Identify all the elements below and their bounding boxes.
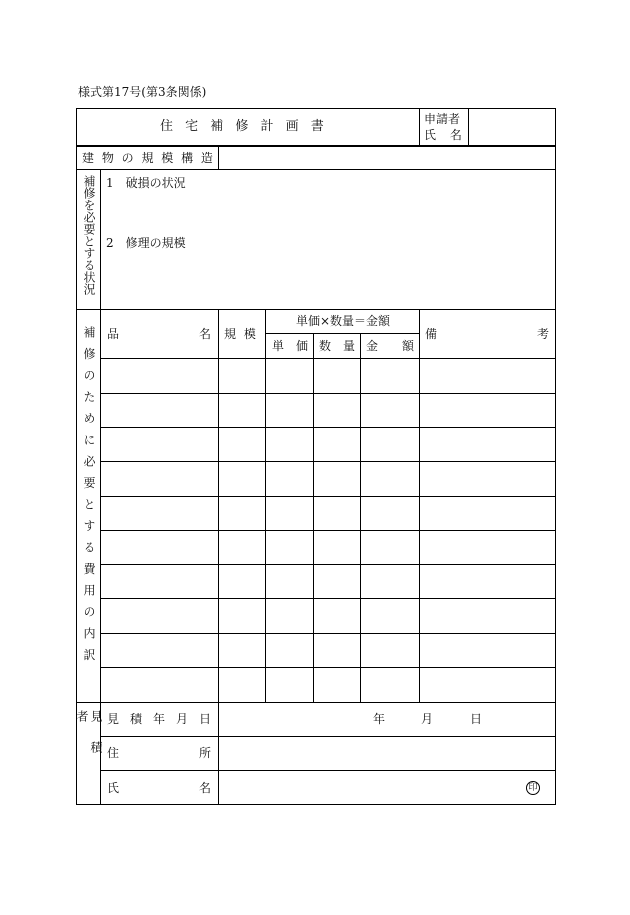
- cell-item-name[interactable]: [101, 634, 218, 667]
- estimator-side-label-text: 見積者: [75, 710, 103, 772]
- cell-remarks[interactable]: [420, 531, 555, 564]
- seal-mark: 印: [526, 781, 540, 795]
- cell-scale[interactable]: [219, 359, 265, 393]
- header-unit-price: [272, 339, 308, 353]
- cell-remarks[interactable]: [420, 462, 555, 496]
- cell-quantity[interactable]: [314, 668, 360, 702]
- header-item-name: [107, 327, 211, 341]
- estimate-date-label-2: 積: [129, 712, 142, 726]
- cell-unit-price[interactable]: [266, 497, 313, 530]
- header-price-formula: 単価×数量＝金額: [296, 314, 391, 328]
- necessity-side-label-text: 補修を必要とする状況: [82, 175, 96, 295]
- cell-remarks[interactable]: [420, 668, 555, 702]
- cell-item-name[interactable]: [101, 394, 218, 427]
- form-number: 様式第17号(第3条関係): [78, 85, 207, 99]
- cell-quantity[interactable]: [314, 359, 360, 393]
- cell-item-name[interactable]: [101, 668, 218, 702]
- header-item-name-1: 品: [107, 327, 120, 341]
- header-item-name-2: 名: [198, 327, 211, 341]
- cell-remarks[interactable]: [420, 634, 555, 667]
- cell-item-name[interactable]: [101, 497, 218, 530]
- cell-unit-price[interactable]: [266, 531, 313, 564]
- cell-scale[interactable]: [219, 428, 265, 461]
- header-unit-price-1: 単: [272, 339, 285, 353]
- cell-item-name[interactable]: [101, 531, 218, 564]
- cell-item-name[interactable]: [101, 428, 218, 461]
- cell-remarks[interactable]: [420, 359, 555, 393]
- header-quantity-2: 量: [342, 339, 355, 353]
- cell-amount[interactable]: [361, 599, 419, 633]
- cost-side-label: [82, 326, 96, 686]
- applicant-name-label: 氏 名: [424, 128, 462, 142]
- cell-remarks[interactable]: [420, 599, 555, 633]
- estimator-address-label: [107, 746, 211, 760]
- cell-scale[interactable]: [219, 634, 265, 667]
- cell-unit-price[interactable]: [266, 428, 313, 461]
- estimator-address-label-2: 所: [198, 746, 211, 760]
- necessity-side-label: [82, 175, 96, 295]
- estimator-name-label-1: 氏: [107, 781, 120, 795]
- cell-amount[interactable]: [361, 634, 419, 667]
- cell-item-name[interactable]: [101, 565, 218, 598]
- header-remarks-2: 考: [536, 327, 549, 341]
- repair-scale-label: 2 修理の規模: [106, 236, 186, 250]
- cell-remarks[interactable]: [420, 394, 555, 427]
- header-quantity-1: 数: [319, 339, 332, 353]
- cell-amount[interactable]: [361, 668, 419, 702]
- cell-unit-price[interactable]: [266, 565, 313, 598]
- header-amount-2: 額: [401, 339, 414, 353]
- cell-amount[interactable]: [361, 359, 419, 393]
- cell-amount[interactable]: [361, 565, 419, 598]
- cell-remarks[interactable]: [420, 497, 555, 530]
- cell-quantity[interactable]: [314, 394, 360, 427]
- header-quantity: [319, 339, 355, 353]
- cell-amount[interactable]: [361, 462, 419, 496]
- cell-item-name[interactable]: [101, 599, 218, 633]
- estimate-date-label-5: 日: [198, 712, 211, 726]
- estimate-date-field[interactable]: [219, 703, 555, 736]
- cell-quantity[interactable]: [314, 428, 360, 461]
- cell-unit-price[interactable]: [266, 359, 313, 393]
- cell-quantity[interactable]: [314, 634, 360, 667]
- estimator-address-label-1: 住: [107, 746, 120, 760]
- header-amount-1: 金: [366, 339, 379, 353]
- cell-amount[interactable]: [361, 531, 419, 564]
- cell-amount[interactable]: [361, 394, 419, 427]
- cell-unit-price[interactable]: [266, 462, 313, 496]
- cell-quantity[interactable]: [314, 531, 360, 564]
- cell-quantity[interactable]: [314, 599, 360, 633]
- estimator-name-label-2: 名: [198, 781, 211, 795]
- estimate-date-label-1: 見: [107, 712, 120, 726]
- cell-item-name[interactable]: [101, 462, 218, 496]
- cell-unit-price[interactable]: [266, 394, 313, 427]
- cell-item-name[interactable]: [101, 359, 218, 393]
- cell-scale[interactable]: [219, 462, 265, 496]
- cell-quantity[interactable]: [314, 462, 360, 496]
- cell-unit-price[interactable]: [266, 599, 313, 633]
- cell-amount[interactable]: [361, 497, 419, 530]
- estimator-side-label: [75, 710, 103, 800]
- estimate-date-label: [107, 712, 211, 726]
- estimate-date-label-4: 月: [175, 712, 188, 726]
- cell-scale[interactable]: [219, 497, 265, 530]
- cell-unit-price[interactable]: [266, 634, 313, 667]
- damage-status-label: 1 破損の状況: [106, 176, 186, 190]
- header-scale: 規 模: [224, 327, 256, 341]
- cell-scale[interactable]: [219, 565, 265, 598]
- header-unit-price-2: 価: [295, 339, 308, 353]
- cost-side-label-text: 補修のために必要とする費用の内訳: [82, 326, 96, 670]
- cell-scale[interactable]: [219, 531, 265, 564]
- cell-unit-price[interactable]: [266, 668, 313, 702]
- estimate-date-month-unit: 月: [421, 712, 434, 726]
- header-amount: [366, 339, 414, 353]
- cell-scale[interactable]: [219, 394, 265, 427]
- cell-quantity[interactable]: [314, 497, 360, 530]
- cell-remarks[interactable]: [420, 428, 555, 461]
- estimate-date-label-3: 年: [152, 712, 165, 726]
- estimator-name-label: [107, 781, 211, 795]
- cell-scale[interactable]: [219, 668, 265, 702]
- estimate-date-day-unit: 日: [470, 712, 483, 726]
- applicant-label: 申請者: [424, 112, 461, 126]
- document-title: 住 宅 補 修 計 画 書: [160, 119, 324, 134]
- building-structure-label: 建 物 の 規 模 構 造: [82, 151, 213, 165]
- header-remarks: [425, 327, 549, 341]
- cell-quantity[interactable]: [314, 565, 360, 598]
- cell-amount[interactable]: [361, 428, 419, 461]
- header-remarks-1: 備: [425, 327, 438, 341]
- cell-remarks[interactable]: [420, 565, 555, 598]
- cell-scale[interactable]: [219, 599, 265, 633]
- estimate-date-year-unit: 年: [373, 712, 386, 726]
